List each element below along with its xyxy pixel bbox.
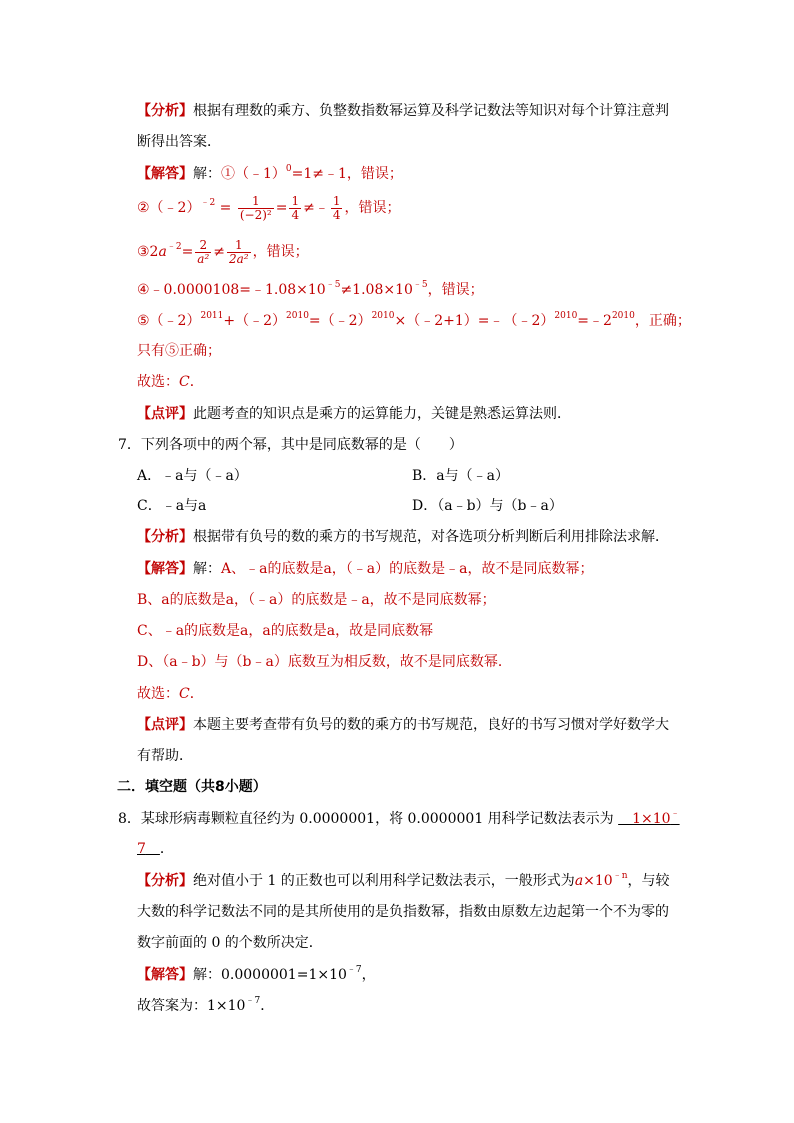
q6-analysis-tag: 【分析】	[137, 103, 193, 119]
q6-answer-line1: 【解答】解：①（﹣1）$^0$=1≠﹣1，错误；	[137, 164, 403, 182]
q6-answer-line3: $③2a^{﹣2}=$ $\frac{2}{\text{a²}}$ ≠ $\frac{1}{\text{2a²}}$ ，错误；	[137, 237, 309, 266]
q8-stem-cont: 7 ．	[137, 841, 174, 857]
q8-answer-blank: 1×10﹣	[618, 809, 680, 827]
fraction: $\frac{1}{4}$	[332, 193, 341, 222]
q6-only-line: 只有⑤正确；	[137, 343, 221, 359]
q6-comment-line: 【点评】此题考查的知识点是乘方的运算能力，关键是熟悉运算法则．	[137, 406, 571, 422]
fraction: $\frac{1}{\text{2a²}}$	[229, 237, 249, 266]
q7-option-d: D．（a﹣b）与（b﹣a）	[412, 498, 563, 514]
q8-final-line: 故答案为：$1\times 10^{﹣7}$．	[137, 996, 275, 1014]
q7-options-row1	[137, 466, 509, 486]
q7-answer-line3: C、﹣a的底数是a，a的底数是a，故是同底数幂	[137, 623, 434, 639]
q8-answer-line: 【解答】解：$0.0000001=1\times 10^{﹣7}$，	[137, 965, 376, 983]
q7-analysis-line: 【分析】根据带有负号的数的乘方的书写规范，对各选项分析判断后利用排除法求解．	[137, 529, 669, 545]
q6-answer-line5: $⑤(﹣2)^{2011}+(﹣2)^{2010}=(﹣2)^{2010}\times(﹣2+1)=﹣(﹣2)^{2010}=﹣2^{2010}$，正确；	[137, 311, 691, 329]
q6-answer-line4: $④﹣0.0000108=﹣1.08\times 10^{﹣5}\ne 1.08\times 10^{﹣5}$，错误；	[137, 280, 484, 298]
q7-options-row2	[137, 496, 563, 516]
q8-analysis-line3: 数字前面的 0 的个数所决定．	[137, 935, 323, 951]
q7-option-c: C．﹣a与a	[137, 498, 207, 514]
section-heading: 二．填空题（共8小题）	[117, 779, 267, 795]
blank-underline	[146, 841, 160, 857]
q6-choose-line: 故选：C．	[137, 374, 204, 390]
q7-option-a: A．﹣a与（﹣a）	[137, 468, 248, 484]
fraction: $\frac{2}{\text{a²}}$	[197, 237, 210, 266]
q7-answer-line2: B、a的底数是a，（﹣a）的底数是﹣a，故不是同底数幂；	[137, 592, 496, 608]
q7-comment-line2: 有帮助．	[137, 748, 193, 764]
q7-answer-line4: D、（a﹣b）与（b﹣a）底数互为相反数，故不是同底数幂．	[137, 654, 512, 670]
q6-analysis-line2: 断得出答案．	[137, 134, 221, 150]
q8-analysis-line2: 大数的科学记数法不同的是其所使用的是负指数幂，指数由原数左边起第一个不为零的	[137, 904, 669, 920]
q8-stem: 8．某球形病毒颗粒直径约为 0.0000001，将 0.0000001 用科学记数法表示为 1×10﹣	[118, 809, 680, 827]
q6-analysis-line1: 【分析】根据有理数的乘方、负整数指数幂运算及科学记数法等知识对每个计算注意判	[137, 103, 669, 119]
q7-option-b: B．a与（﹣a）	[412, 468, 509, 484]
q7-stem: 7．下列各项中的两个幂，其中是同底数幂的是（ ）	[118, 437, 463, 453]
fraction: $\frac{1}{\text{(−2)²}}$	[239, 193, 272, 222]
q7-answer-line1: 【解答】解：A、﹣a的底数是a，（﹣a）的底数是﹣a，故不是同底数幂；	[137, 561, 594, 577]
q8-analysis-line1: 【分析】绝对值小于 1 的正数也可以利用科学记数法表示，一般形式为$a\times 10^{﹣n}$，与较	[137, 871, 670, 889]
q7-comment-line1: 【点评】本题主要考查带有负号的数的乘方的书写规范，良好的书写习惯对学好数学大	[137, 717, 669, 733]
q6-answer-line2: ②（﹣2）$^{﹣2}$ = $\frac{1}{\text{(−2)²}}$ = $\frac{1}{4}$ ≠﹣ $\frac{1}{4}$ ，错误；	[137, 193, 401, 222]
fraction: $\frac{1}{4}$	[291, 193, 300, 222]
q7-choose-line: 故选：C．	[137, 686, 204, 702]
